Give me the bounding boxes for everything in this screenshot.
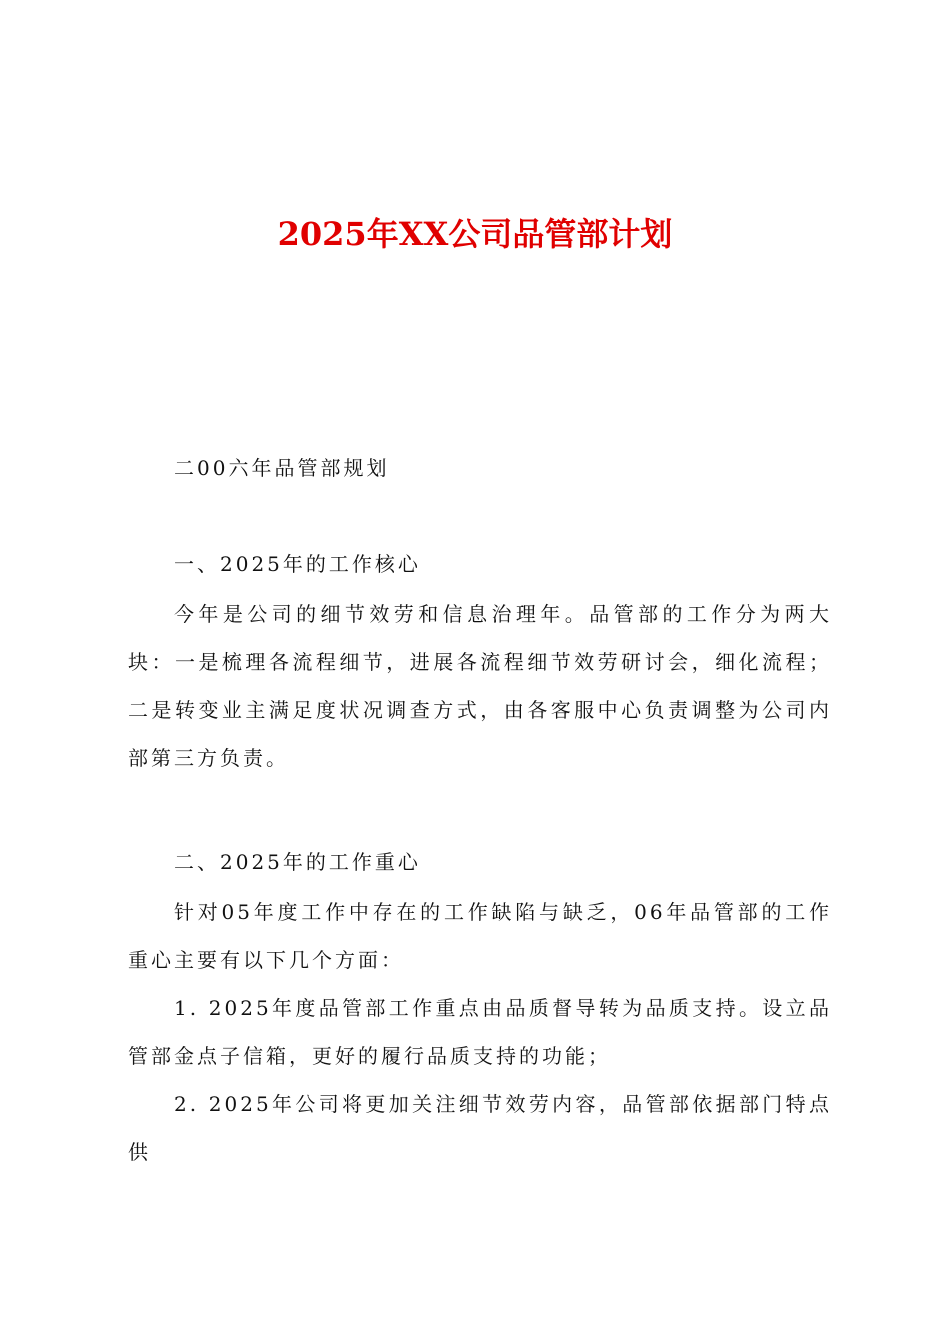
section-2-item-2: 2. 2025年公司将更加关注细节效劳内容，品管部依据部门特点供 [128,1092,832,1164]
section-1-body [128,590,832,782]
section-2-body [128,888,832,1176]
section-2-item-1: 1. 2025年度品管部工作重点由品质督导转为品质支持。设立品管部金点子信箱，更好的履行品质支持的功能； [128,996,832,1068]
subtitle-text: 二00六年品管部规划 [174,456,390,480]
section-2-heading-text: 二、2025年的工作重心 [174,850,421,874]
section-1-paragraph: 今年是公司的细节效劳和信息治理年。品管部的工作分为两大块：一是梳理各流程细节，进展各流程细节效劳研讨会，细化流程；二是转变业主满足度状况调查方式，由各客服中心负责调整为公司内部第三方负责。 [128,602,832,770]
section-1-heading [128,540,832,588]
section-2-heading [128,838,832,886]
section-2-intro: 针对05年度工作中存在的工作缺陷与缺乏，06年品管部的工作重心主要有以下几个方面： [128,900,832,972]
document-subtitle [128,444,832,492]
section-1-heading-text: 一、2025年的工作核心 [174,552,421,576]
document-title: 2025年XX公司品管部计划 [277,215,673,253]
